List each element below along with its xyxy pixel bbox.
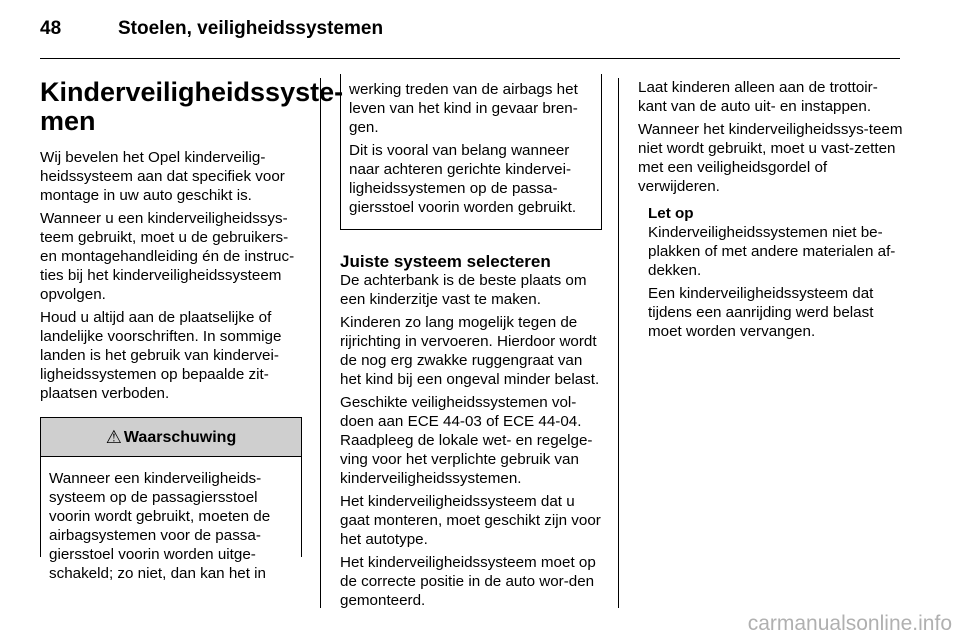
column-2 bbox=[340, 78, 602, 614]
section-heading bbox=[40, 77, 344, 136]
subsection-heading: Juiste systeem selecteren bbox=[340, 252, 551, 271]
column-divider-2 bbox=[618, 78, 619, 608]
note-block bbox=[638, 204, 903, 341]
page-title: Stoelen, veiligheidssystemen bbox=[118, 18, 384, 39]
warning-box-continued bbox=[340, 74, 602, 230]
paragraph: Geschikte veiligheidssystemen vol-doen aan ECE 44-03 of ECE 44-04. Raadpleeg de lokale wet- en regelge-ving voor het verplichte gebruik van kinderveiligheidssystemen. bbox=[340, 394, 593, 487]
note-paragraph: Een kinderveiligheidssysteem dat tijdens een aanrijding werd belast moet worden vervangen. bbox=[648, 285, 874, 340]
warning-paragraph: Dit is vooral van belang wanneer naar achteren gerichte kindervei-ligheidssystemen op de passa-giersstoel voorin worden gebruikt. bbox=[349, 142, 577, 216]
column-divider-1 bbox=[320, 78, 321, 608]
paragraph: Houd u altijd aan de plaatselijke of landelijke voorschriften. In sommige landen is het gebruik van kindervei-ligheidssystemen op bepaalde zit-plaatsen verboden. bbox=[40, 309, 282, 402]
section-heading-line1: Kinderveiligheidssyste- bbox=[40, 77, 344, 107]
section-heading-line2: men bbox=[40, 106, 96, 136]
page-header bbox=[40, 18, 900, 50]
paragraph: Laat kinderen alleen aan de trottoir-kant van de auto uit- en instappen. bbox=[638, 79, 878, 115]
paragraph: Het kinderveiligheidssysteem dat u gaat monteren, moet geschikt zijn voor het autotype. bbox=[340, 493, 601, 548]
column-1 bbox=[40, 77, 344, 582]
warning-title: Waarschuwing bbox=[123, 428, 237, 446]
paragraph: Het kinderveiligheidssysteem moet op de correcte positie in de auto wor-den gemonteerd. bbox=[340, 554, 596, 609]
watermark: carmanualsonline.info bbox=[747, 612, 952, 635]
paragraph: Wij bevelen het Opel kinderveilig-heidssysteem aan dat specifiek voor montage in uw auto geschikt is. bbox=[40, 149, 285, 204]
warning-body: Wanneer een kinderveiligheids-systeem op de passagiersstoel voorin wordt gebruikt, moeten de airbagsystemen voor de passa-giersstoel voorin worden uitge-schakeld; zo niet, dan kan het in bbox=[49, 470, 271, 582]
note-title: Let op bbox=[648, 205, 694, 222]
paragraph: De achterbank is de beste plaats om een kinderzitje vast te maken. bbox=[340, 272, 587, 308]
column-3 bbox=[638, 78, 903, 345]
paragraph: Wanneer het kinderveiligheidssys-teem niet wordt gebruikt, moet u vast-zetten met een veiligheidsgordel of verwijderen. bbox=[638, 121, 903, 195]
warning-box bbox=[40, 417, 302, 582]
header-divider bbox=[40, 58, 900, 59]
note-paragraph: Kinderveiligheidssystemen niet be-plakken of met andere materialen af-dekken. bbox=[648, 224, 896, 279]
paragraph: Kinderen zo lang mogelijk tegen de rijrichting in vervoeren. Hierdoor wordt de nog erg zwakke ruggengraat van het kind bij een ongeval minder belast. bbox=[340, 314, 600, 388]
paragraph: Wanneer u een kinderveiligheidssys-teem gebruikt, moet u de gebruikers-en montagehandleiding én de instruc-ties bij het kinderveiligheidssysteem opvolgen. bbox=[40, 210, 295, 303]
warning-paragraph: werking treden van de airbags het leven van het kind in gevaar bren-gen. bbox=[349, 81, 578, 136]
page-number: 48 bbox=[40, 18, 62, 39]
warning-header bbox=[41, 417, 301, 457]
warning-triangle-icon: ⚠ bbox=[105, 427, 122, 447]
